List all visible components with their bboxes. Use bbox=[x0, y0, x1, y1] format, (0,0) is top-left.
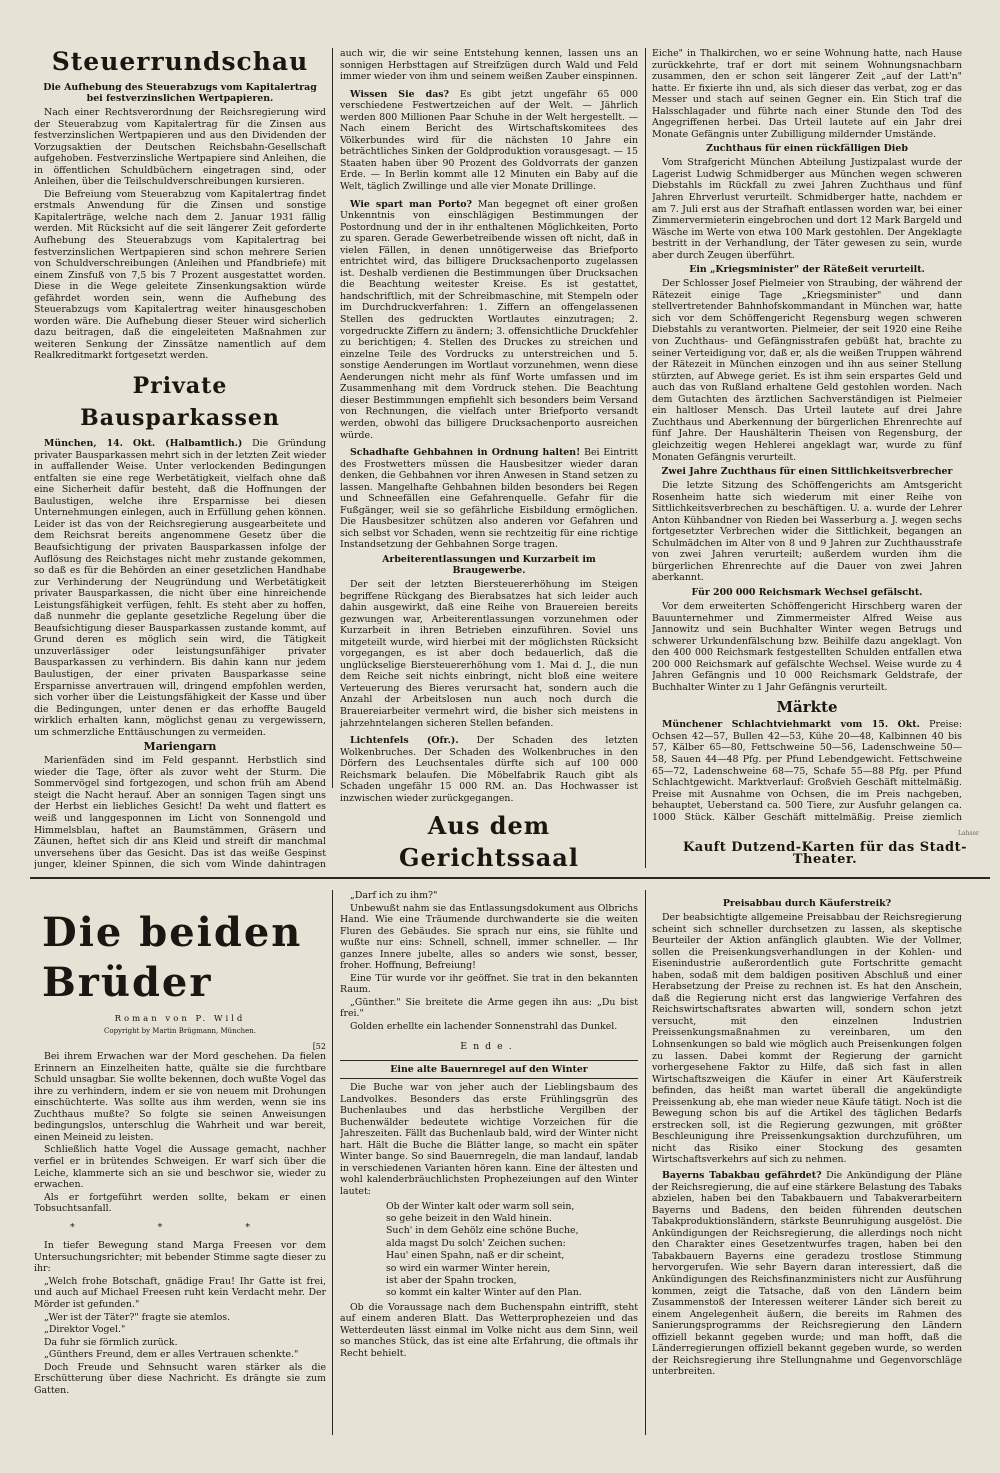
article-paragraph: Die letzte Sitzung des Schöffengerichts am Amtsgericht Rosenheim hatte sich wiederum mit einer Reihe von Sittlichkeitsverbrechen zu beschäftigen. U. a. wurde der Lehrer Anton Kühbandner von Rieden bei Wasserburg a. J. wegen sechs fortgesetzter Verbrechen wider die Sittlichkeit, begangen an Schulmädchen im Alter von 8 und 9 Jahren zur Zuchthausstrafe von zwei Jahren verurteilt; außerdem wurden ihm die bürgerlichen Ehrenrechte auf die Dauer von zwei Jahren aberkannt. bbox=[652, 480, 962, 584]
article-headline: Zwei Jahre Zuchthaus für einen Sittlichkeitsverbrecher bbox=[661, 466, 953, 478]
novel-paragraph: „Günthers Freund, dem er alles Vertrauen schenkte." bbox=[44, 1349, 299, 1361]
article-paragraph: Die Befreiung vom Steuerabzug vom Kapitalertrag findet erstmals Anwendung für die Zinsen und sonstige Kapitalerträge, welche nach dem 2. Januar 1931 fällig werden. Mit Rücksicht auf die seit längerer Zeit geforderte Aufhebung des Steuerabzugs vom Kapitalertrag bei festverzinslichen Wertpapieren sind schon mehrere Serien von Schuldverschreibungen (Anleihen und Pfandbriefe) mit einem Zinsfuß von 7,5 bis 7 Prozent ausgestattet worden. Diese in die Wege geleitete Zinsenkungsaktion würde gefährdet worden sein, wenn die Aufhebung des Steuerabzugs vom Kapitalertrag weiter hinausgeschoben worden wäre. Die Aufhebung dieser Steuer wird sicherlich dazu beitragen, daß die eingeleiteten Maßnahmen zur weiteren Senkung der Zinssätze namentlich auf dem Realkreditmarkt fortgesetzt werden. bbox=[34, 188, 326, 362]
section-divider bbox=[30, 877, 990, 879]
bausparkassen-title: Private Bausparkassen bbox=[80, 373, 280, 432]
runin-head: Schadhafte Gehbahnen in Ordnung halten! bbox=[350, 447, 581, 459]
copyright-note: Copyright by Martin Brügmann, München. bbox=[104, 1026, 256, 1035]
poem-line: so gehe beizeit in den Wald hinein. bbox=[386, 1212, 552, 1224]
stamp-mark: Lahser bbox=[958, 830, 979, 837]
dateline: München, 14. Okt. (Halbamtlich.) bbox=[44, 438, 243, 450]
lower-column-2 bbox=[340, 890, 638, 1435]
mariengarn-headline: Mariengarn bbox=[143, 740, 217, 754]
article-headline: Ein „Kriegsminister" der Räteßeit verurteilt. bbox=[689, 264, 925, 276]
column-rule bbox=[332, 48, 333, 788]
article-paragraph: Marienfäden sind im Feld gespannt. Herbstlich sind wieder die Tage, öfter als zuvor weht der Sturm. Die Sommervögel sind fortgezogen, und schon früh am Abend steigt die Nacht herauf. Aber an sonnigen Tagen singt uns der Herbst ein liebliches Gesicht! Da weht und flattert es weiß und langgesponnen im Licht von Sonnengold und Himmelsblau, haftet an Baumstämmen, Gräsern und Zäunen, heftet sich dir ans Kleid und streift dir manchmal unversehens über das Gesicht. Das ist das weiße Gespinst junger, kleiner Spinnen, die sich vom Winde dahintragen bbox=[34, 755, 326, 870]
poem-line: so wird ein warmer Winter herein, bbox=[386, 1262, 551, 1274]
article-paragraph: Der Schaden des letzten Wolkenbruches. Der Schaden des Wolkenbruches in den Dörfern des Leuchsentales dürfte sich auf 100 000 Reichsmark belaufen. Die Möbelfabrik Rauch gibt als Schaden ungefähr 15 000 RM. an. Das Hochwasser ist inzwischen wieder zurückgegangen. bbox=[340, 735, 638, 804]
novel-paragraph: Eine Tür wurde vor ihr geöffnet. Sie trat in den bekannten Raum. bbox=[340, 972, 638, 996]
novel-paragraph: „Günther." Sie breitete die Arme gegen ihn aus: „Du bist frei." bbox=[340, 996, 638, 1020]
runin-head: Lichtenfels (Ofr.). bbox=[350, 735, 459, 747]
novel-byline: Roman von P. Wild bbox=[114, 1014, 246, 1024]
page-number: [52 bbox=[312, 1042, 326, 1052]
lower-column-3 bbox=[652, 890, 962, 1435]
theater-advert bbox=[660, 842, 990, 865]
upper-column-2 bbox=[340, 48, 638, 870]
article-paragraph: Die Gründung privater Bausparkassen mehrt sich in der letzten Zeit wieder in auffallender Weise. Unter verlockenden Bedingungen entfalten sie eine rege Werbetätigkeit, vielfach ohne daß eine Sicherheit dafür besteht, daß die Hoffnungen der Baulustigen, welche ihre Ersparnisse bei diesen Unternehmungen einlegen, auch in Erfüllung gehen können. Leider ist das von der Reichsregierung ausgearbeitete und dem Reichsrat bereits angenommene Gesetz über die Beaufsichtigung der privaten Bausparkassen infolge der Auflösung des Reichstages nicht mehr zustande gekommen, so daß es für die Behörden an einer gesetzlichen Handhabe zur Verhinderung der Neugründung und Werbetätigkeit privater Bausparkassen, die nicht über eine hinreichende Leistungsfähigkeit verfügen, fehlt. Es steht aber zu hoffen, daß nunmehr die geplante gesetzliche Regelung über die Beaufsichtigung dieser Bausparkassen zustande kommt, auf Grund deren es möglich sein wird, die Tätigkeit unzuverlässiger oder leistungsunfähiger privater Bausparkassen zu verhindern. Bis dahin kann nur jedem Baulustigen, der einer privaten Bausparkasse seine Ersparnisse anvertrauen will, dringend empfohlen werden, sich vorher über die Leistungsfähigkeit der Kasse und über die Bedingungen, unter denen er das erhoffte Baugeld wirklich erhalten kann, möglichst genau zu vergewissern, um schmerzliche Enttäuschungen zu vermeiden. bbox=[34, 438, 326, 738]
article-headline: Eine alte Bauernregel auf den Winter bbox=[340, 1060, 638, 1079]
runin-head: Wie spart man Porto? bbox=[350, 198, 473, 210]
steuerrundschau-title: Steuerrundschau bbox=[51, 47, 309, 76]
novel-paragraph: Golden erhellte ein lachender Sonnenstrahl das Dunkel. bbox=[350, 1021, 618, 1033]
gerichtssaal-title: Aus dem Gerichtssaal bbox=[399, 811, 579, 870]
column-rule bbox=[645, 890, 646, 1435]
runin-head: Münchener Schlachtviehmarkt vom 15. Okt. bbox=[662, 719, 920, 731]
article-paragraph: Bei Eintritt des Frostwetters müssen die Hausbesitzer wieder daran denken, die Gehbahnen vor ihren Anwesen in Stand setzen zu lassen. Mangelhafte Gehbahnen bilden besonders bei Regen und Schneefällen eine Gefahrenquelle. Gefahr für die Fußgänger, weil sie so gefährliche Eisbildung ermöglichen. Die Hausbesitzer schützen also anderen vor Gefahren und sich selbst vor Schaden, wenn sie rechtzeitig für eine richtige Instandsetzung der Gehbahnen Sorge tragen. bbox=[340, 447, 638, 551]
article-paragraph: Vor dem erweiterten Schöffengericht Hirschberg waren der Bauunternehmer und Zimmermeister Alfred Weise aus Jannowitz und sein Buchhalter Winter wegen Betrugs und schwerer Urkundenfälschung bzw. Beihilfe dazu angeklagt. Von den 400 000 Reichsmark festgestellten Schulden entfallen etwa 200 000 Reichsmark auf gefälschte Wechsel. Weise wurde zu 4 Jahren Gefängnis und 10 000 Reichsmark Geldstrafe, der Buchhalter Winter zu 1 Jahr Gefängnis verurteilt. bbox=[652, 600, 962, 693]
poem-line: alda magst Du solch' Zeichen suchen: bbox=[386, 1237, 566, 1249]
novel-paragraph: „Darf ich zu ihm?" bbox=[350, 890, 438, 901]
novel-paragraph: Unbewußt nahm sie das Entlassungsdokument aus Olbrichs Hand. Wie eine Träumende durchwanderte sie die weiten Fluren des Gebäudes. Sie sprach nur eins, sie fühlte und wußte nur eins: Schnell, schnell, immer schneller. — Ihr ganzes Innere jubelte, alles so anders wie sonst, besser, froher. Hoffnung, Befreiung! bbox=[340, 902, 638, 972]
article-paragraph: Die Buche war von jeher auch der Lieblingsbaum des Landvolkes. Besonders das erste Frühlingsgrün des Buchenlaubes und das herbstliche Vergilben der Buchenwälder bedeutete wichtige Vorzeichen für die Jahreszeiten. Fällt das Buchenlaub bald, wird der Winter nicht hart. Hält die Buche die Blätter lange, so macht ein später Winter bange. So sind Bauernregeln, die man landauf, landab in verschiedenen Varianten hören kann. Eine der ältesten und wohl kalenderbräuchlichsten Prophezeiungen auf den Winter lautet: bbox=[340, 1082, 638, 1198]
runin-head: Wissen Sie das? bbox=[350, 88, 450, 100]
poem-line: Such' in dem Gehölz eine schöne Buche, bbox=[386, 1225, 579, 1237]
article-paragraph: Der beabsichtigte allgemeine Preisabbau der Reichsregierung scheint sich schneller durchsetzen zu lassen, als skeptische Beurteiler der Aktion anfänglich glaubten. Wie der Vollmer, sollen die Preisenkungsverhandlungen in der Kohlen- und Eisenindustrie außerordentlich gute Fortschritte gemacht haben, sodaß mit dem baldigen positiven Abschluß und einer Herabsetzung der Preise zu rechnen ist. Es hat den Anschein, daß die Regierung nicht erst das langwierige Verfahren des Reichswirtschaftsrates abwarten will, sondern schon jetzt versucht, mit den einzelnen Industrien Preissenkungsmaßnahmen zu vereinbaren, um den Lohnsenkungen so bald wie möglich auch Preisenkungen folgen zu lassen. Dabei kommt der Regierung der garnicht vorhergesehene Faktor zu Hilfe, daß sich fast in allen Wirtschaftszweigen die Käufer in einer Art Käuferstreik befinden, das heißt man wartet überall die angekündigte Preissenkung ab, ehe man wieder neue Käufe tätigt. Noch ist die Bewegung schon bis auf die Artikel des täglichen Bedarfs erstrecken soll, ist die Regierung gezwungen, mit größter Beschleunigung ihre Preissenkungsaktion durchzuführen, um nicht das Risiko einer Stockung des gesamten Wirtschaftsverkehrs auf sich zu nehmen. bbox=[652, 912, 962, 1166]
article-paragraph: Nach einer Rechtsverordnung der Reichsregierung wird der Steuerabzug vom Kapitalertrag für die Zinsen aus festverzinslichen Wertpapieren und aus den Dividenden der Vorzugsaktien der Deutschen Reichsbahn-Gesellschaft aufgehoben. Festverzinsliche Wertpapiere sind Anleihen, die in öffentlichen Schuldbüchern eingetragen sind, oder Anleihen, über die Teilschuldverschreibungen kursieren. bbox=[34, 107, 326, 188]
novel-paragraph: Da fuhr sie förmlich zurück. bbox=[44, 1336, 178, 1348]
article-headline: Preisabbau durch Käuferstreik? bbox=[722, 898, 892, 909]
column-rule bbox=[332, 890, 333, 1435]
article-paragraph: Preise: Ochsen 42—57, Bullen 42—53, Kühe 20—48, Kalbinnen 40 bis 57, Kälber 65—80, Fettschweine 50—56, Ladenschweine 50—58, Sauen 44—48 Pfg. per Pfund Lebendgewicht. Fettschweine 65—72, Ladenschweine 68—75, Schafe 55—88 Pfg. per Pfund Schlachtgewicht. Marktverlauf: Großvieh Geschäft mittelmäßig. Preise mit Ausnahme von Ochsen, die im Preis nachgeben, behauptet, Ueberstand ca. 500 Tiere, zur Ausfuhr gelangen ca. 1000 Stück. Kälber Geschäft mittelmäßig. Preise ziemlich bbox=[652, 719, 962, 823]
article-headline: Zuchthaus für einen rückfälligen Dieb bbox=[706, 143, 908, 155]
novel-paragraph: Doch Freude und Sehnsucht waren stärker als die Erschütterung über diese Nachricht. Es drängte sie zum Gatten. bbox=[34, 1361, 326, 1396]
upper-column-3 bbox=[652, 48, 962, 824]
novel-paragraph: „Wer ist der Täter?" fragte sie atemlos. bbox=[44, 1311, 231, 1323]
end-marker: Ende. bbox=[460, 1040, 518, 1052]
article-headline: Für 200 000 Reichsmark Wechsel gefälscht. bbox=[691, 586, 923, 598]
novel-paragraph: In tiefer Bewegung stand Marga Freesen vor dem Untersuchungsrichter; mit bebender Stimme sagte dieser zu ihr: bbox=[34, 1240, 326, 1275]
article-paragraph: Eiche" in Thalkirchen, wo er seine Wohnung hatte, nach Hause zurückkehrte, traf er dort mit seinem Wohnungsnachbarn zusammen, den er schon seit längerer Zeit „auf der Latt'n" hatte. Er fixierte ihn und, als sich dieser das verbat, zog er das Messer und stach auf seinen Gegner ein. Ein Stich traf die Halsschlagader und führte nach einer Stunde den Tod des Angegriffenen herbei. Das Urteil lautete auf ein Jahr drei Monate Gefängnis unter Zubilligung mildernder Umstände. bbox=[652, 48, 962, 140]
novel-paragraph: „Welch frohe Botschaft, gnädige Frau! Ihr Gatte ist frei, und auch auf Michael Freesen ruht kein Verdacht mehr. Der Mörder ist gefunden." bbox=[34, 1275, 326, 1311]
poem-line: Hau' einen Spahn, naß er dir scheint, bbox=[386, 1250, 565, 1262]
article-paragraph: Der Schlosser Josef Pielmeier von Straubing, der während der Rätezeit einige Tage „Kriegsminister" und dann stellvertretender Bahnhofskommandant in München war, hatte sich vor dem Schöffengericht Regensburg wegen schweren Diebstahls zu verantworten. Pielmeier, der seit 1920 eine Reihe von Zuchthaus- und Gefängnisstrafen gebüßt hat, brachte zu seiner Verteidigung vor, daß er, als die weißen Truppen während der Rätezeit in München einzogen und ihn aus seiner Stellung stürzten, auf Abwege geriet. Es ist ihm sein erspartes Geld und auch das von Rußland erhaltene Geld gestohlen worden. Nach dem Gutachten des ärztlichen Sachverständigen ist Pielmeier ein haltloser Mensch. Das Urteil lautete auf drei Jahre Zuchthaus und Aberkennung der bürgerlichen Ehrenrechte auf fünf Jahre. Der Haushälterin Theisen von Regensburg, der gleichzeitig wegen Hehlerei angeklagt war, wurde zu fünf Monaten Gefängnis verurteilt. bbox=[652, 278, 962, 463]
novel-paragraph: Schließlich hatte Vogel die Aussage gemacht, nachher verfiel er in brütendes Schweigen. Er warf sich über die Leiche, klammerte sich an sie und beschwor sie, wieder zu erwachen. bbox=[34, 1144, 326, 1191]
novel-paragraph: Als er fortgeführt werden sollte, bekam er einen Tobsuchtsanfall. bbox=[34, 1191, 326, 1215]
poem bbox=[340, 1201, 638, 1299]
novel-title: Die beiden Brüder bbox=[42, 909, 303, 1006]
article-paragraph: auch wir, die wir seine Entstehung kennen, lassen uns an sonnigen Herbsttagen auf Streifzügen durch Wald und Feld immer wieder von ihm und seinem weißen Zauber einspinnen. bbox=[340, 48, 638, 83]
poem-line: so kommt ein kalter Winter auf den Plan. bbox=[386, 1287, 582, 1299]
poem-line: ist aber der Spahn trocken, bbox=[386, 1275, 517, 1287]
article-paragraph: Die Ankündigung der Pläne der Reichsregierung, die auf eine stärkere Belastung des Tabaks abzielen, haben bei den Tabakbauern und Tabakverarbeitern Bayerns und Badens, den beiden führenden deutschen Tabakproduktionsländern, stärkste Beunruhigung ausgelöst. Die Ankündigungen der Reichsregierung, die allerdings noch nicht den Charakter eines Gesetzentwurfes tragen, haben bei den Tabakbauern Bayerns eine geradezu trostlose Stimmung hervorgerufen. Wie sehr Bayern daran interessiert, daß die Ankündigungen des Reichsfinanzministers nicht zur Ausführung kommen, zeigt die Tatsache, daß von den Ländern beim Zusammenstoß der Interessen weiterer Länder sich bereit zu einem Angelegenheit äußern, die bereits im Rahmen des Sanierungsprogramms der Reichsregierung den Ländern offiziell bekannt gegeben wurde; und man hofft, daß die Länderregierungen offiziell bekannt gegeben wurde, so werden der Reichsregierung ihre Stellungnahme und Gegenvorschläge unterbreiten. bbox=[652, 1170, 962, 1378]
upper-column-1 bbox=[34, 44, 326, 870]
column-rule bbox=[645, 48, 646, 868]
article-paragraph: Ob die Voraussage nach dem Buchenspahn eintrifft, steht auf einem anderen Blatt. Das Wetterprophezeien und das Wetterdeuten lässt einmal im Volke nicht aus dem Sinn, weil so manches Stück, das ist eine alte Erfahrung, die oftmals ihr Recht behielt. bbox=[340, 1301, 638, 1360]
runin-head: Bayerns Tabakbau gefährdet? bbox=[662, 1170, 822, 1182]
novel-paragraph: „Direktor Vogel." bbox=[44, 1324, 126, 1336]
novel-paragraph: Bei ihrem Erwachen war der Mord geschehen. Da fielen Erinnern an Einzelheiten hatte, quälte sie die furchtbare Schuld unsagbar. Sie wollte bekennen, doch wußte Vogel das ihre zu verhindern, indem er sie von neuem mit Drohungen einschüchterte. Was sollte aus ihm werden, wenn sie ins Zuchthaus mußte? So folgte sie seinen Anweisungen bedingungslos, unterschlug die Wahrheit und war bereit, einen Meineid zu leisten. bbox=[34, 1051, 326, 1143]
section-asterisks: * * * bbox=[69, 1221, 291, 1233]
markets-title: Märkte bbox=[776, 698, 838, 717]
article-headline: Die Aufhebung des Steuerabzugs vom Kapitalertrag bei festverzinslichen Wertpapieren. bbox=[43, 82, 317, 104]
lower-column-1 bbox=[34, 890, 326, 1435]
advert-text: Kauft Dutzend-Karten für das Stadt-Theater. bbox=[682, 840, 968, 867]
article-paragraph: Der seit der letzten Biersteuererhöhung im Steigen begriffene Rückgang des Bierabsatzes hat sich leider auch dahin ausgewirkt, daß eine Reihe von Brauereien bereits gezwungen war, Arbeiterentlassungen vorzunehmen oder Kurzarbeit in ihren Betrieben einzuführen. Soviel uns mitgeteilt wurde, wird hierbei mit der möglichsten Rücksicht vorgegangen, es ist aber doch bedauerlich, daß die unglückselige Biersteuererhöhung vom 1. Mai d. J., die nun dem Reiche seit nichts einbringt, nicht bloß eine weitere Verteuerung des Bieres verursacht hat, sondern auch die Anzahl der Arbeitslosen nun auch noch durch die Brauereiarbeiter vermehrt wird, die bisher sich meistens in jahrzehntelangen sicheren Stellen befanden. bbox=[340, 578, 638, 729]
article-paragraph: Man begegnet oft einer großen Unkenntnis von einschlägigen Bestimmungen der Postordnung und der in ihr enthaltenen Möglichkeiten, Porto zu sparen. Gerade Gewerbetreibende wissen oft nicht, daß in vielen Fällen, in denen unnötigerweise das Briefporto entrichtet wird, das billigere Drucksachenporto zugelassen ist. Deshalb verdienen die Bestimmungen über Drucksachen die Beachtung weitester Kreise. Es ist gestattet, handschriftlich, mit der Schreibmaschine, mit Stempeln oder im Durchdruckverfahren: 1. Ziffern an offengelassenen Stellen des gedruckten Wortlautes einzutragen; 2. vorgedruckte Ziffern zu ändern; 3. offensichtliche Druckfehler zu berichtigen; 4. Stellen des Druckes zu streichen und einzelne Teile des Vordrucks zu unterstreichen und 5. sonstige Aenderungen im Wortlaut vorzunehmen, wenn diese Aenderungen nicht mehr als fünf Worte umfassen und im Zusammenhang mit dem Vordruck stehen. Die Beachtung dieser Bestimmungen empfiehlt sich besonders beim Versand von Rechnungen, die vielfach unter Briefporto versandt werden, obwohl das billigere Drucksachenporto ausreichen würde. bbox=[340, 198, 638, 441]
poem-line: Ob der Winter kalt oder warm soll sein, bbox=[386, 1200, 575, 1212]
article-headline: Arbeiterentlassungen und Kurzarbeit im Braugewerbe. bbox=[382, 553, 596, 576]
article-paragraph: Es gibt jetzt ungefähr 65 000 verschiedene Festwertzeichen auf der Welt. — Jährlich werden 800 Millionen Paar Schuhe in der Welt hergestellt. — Nach einem Bericht des Wirtschaftskomitees des Völkerbundes wird für die nächsten 10 Jahre ein beträchtliches Sinken der Goldproduktion vorausgesagt. — 15 Staaten haben über 90 Prozent des Goldvorrats der ganzen Erde. — In Berlin kommt alle 12 Minuten ein Baby auf die Welt, täglich Zwillinge und alle vier Monate Drillinge. bbox=[340, 88, 638, 193]
article-paragraph: Vom Strafgericht München Abteilung Justizpalast wurde der Lagerist Ludwig Schmidberger aus München wegen schweren Diebstahls im Rückfall zu zwei Jahren Zuchthaus und fünf Jahren Ehrverlust verurteilt. Schmidberger hatte, nachdem er am 7. Juli erst aus der Strafhaft entlassen worden war, bei einer Zimmervermieterin eingebrochen und dort 12 Mark Bargeld und Wäsche im Werte von etwa 100 Mark gestohlen. Der Angeklagte bestritt in der Verhandlung, der Täter gewesen zu sein, wurde aber durch Zeugen überführt. bbox=[652, 157, 962, 261]
